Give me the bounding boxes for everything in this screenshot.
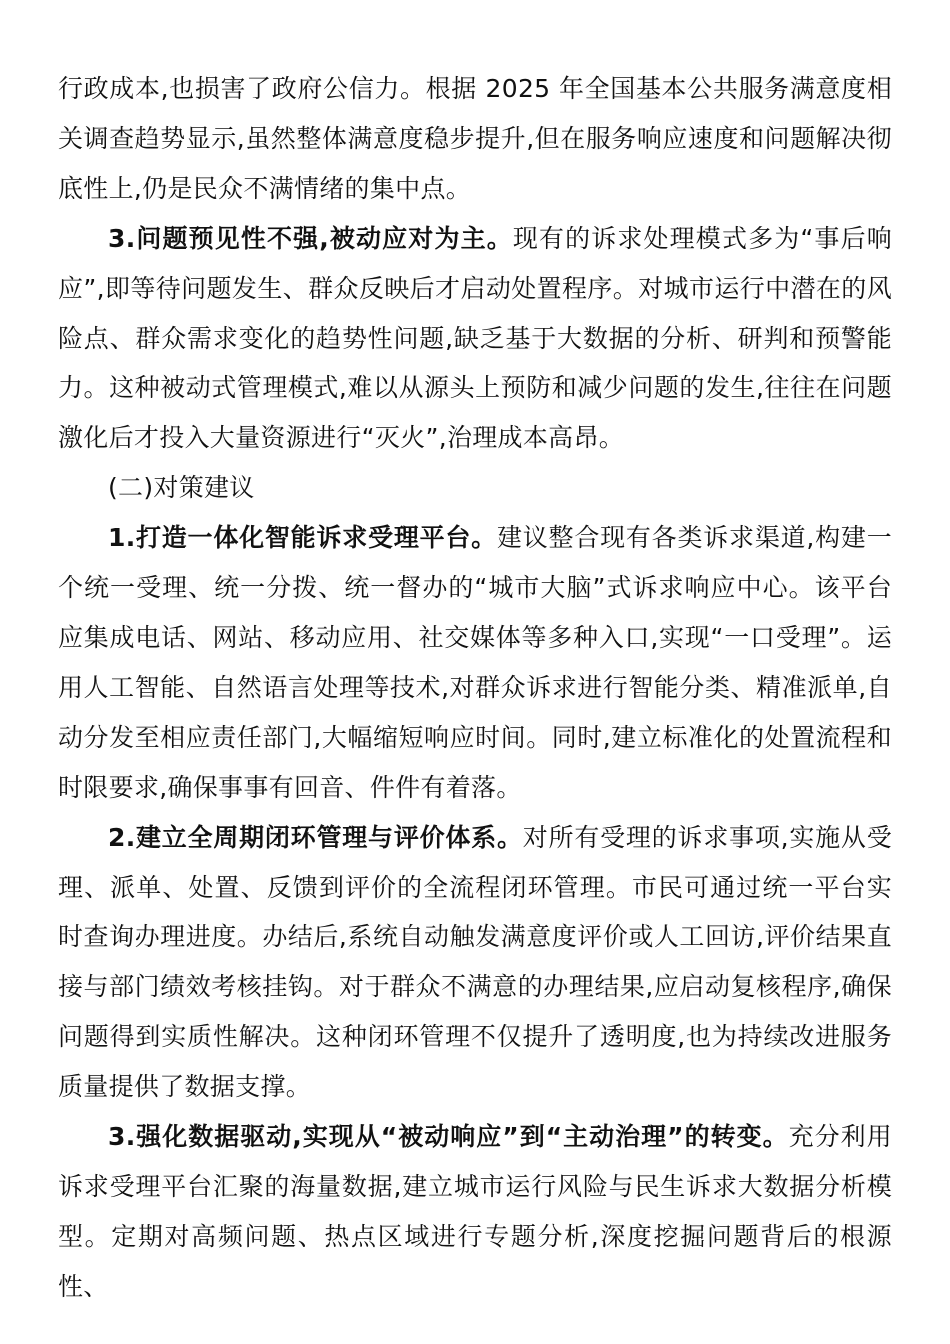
recommendation-lead: 3.强化数据驱动,实现从“被动响应”到“主动治理”的转变。: [108, 1122, 789, 1152]
paragraph-lead: 3.问题预见性不强,被动应对为主。: [108, 223, 513, 253]
paragraph-body: 现有的诉求处理模式多为“事后响应”,即等待问题发生、群众反映后才启动处置程序。对城市运行中潜在的风险点、群众需求变化的趋势性问题,缺乏基于大数据的分析、研判和预警能力。这种被动式管理模式,难以从源头上预防和减少问题的发生,往往在问题激化后才投入大量资源进行“灭火”,治理成本高昂。: [58, 223, 893, 453]
recommendation-2: [58, 813, 892, 1112]
paragraph-problem-3: [58, 214, 892, 464]
recommendation-lead: 2.建立全周期闭环管理与评价体系。: [108, 822, 523, 852]
recommendation-3: [58, 1112, 892, 1312]
recommendation-1: [58, 513, 892, 812]
recommendation-body: 充分利用诉求受理平台汇聚的海量数据,建立城市运行风险与民生诉求大数据分析模型。定期对高频问题、热点区域进行专题分析,深度挖掘问题背后的根源性、: [58, 1122, 892, 1301]
recommendation-body: 对所有受理的诉求事项,实施从受理、派单、处置、反馈到评价的全流程闭环管理。市民可通过统一平台实时查询办理进度。办结后,系统自动触发满意度评价或人工回访,评价结果直接与部门绩效考核挂钩。对于群众不满意的办理结果,应启动复核程序,确保问题得到实质性解决。这种闭环管理不仅提升了透明度,也为持续改进服务质量提供了数据支撑。: [58, 822, 893, 1102]
paragraph-continuation: [58, 64, 892, 214]
section-heading: (二)对策建议: [108, 473, 255, 503]
recommendation-body: 建议整合现有各类诉求渠道,构建一个统一受理、统一分拨、统一督办的“城市大脑”式诉求响应中心。该平台应集成电话、网站、移动应用、社交媒体等多种入口,实现“一口受理”。运用人工智能、自然语言处理等技术,对群众诉求进行智能分类、精准派单,自动分发至相应责任部门,大幅缩短响应时间。同时,建立标准化的处置流程和时限要求,确保事事有回音、件件有着落。: [58, 523, 892, 802]
document-page: [58, 64, 892, 1312]
recommendation-lead: 1.打造一体化智能诉求受理平台。: [108, 523, 497, 553]
paragraph-body: 行政成本,也损害了政府公信力。根据 2025 年全国基本公共服务满意度相关调查趋势显示,虽然整体满意度稳步提升,但在服务响应速度和问题解决彻底性上,仍是民众不满情绪的集中点。: [58, 74, 892, 203]
